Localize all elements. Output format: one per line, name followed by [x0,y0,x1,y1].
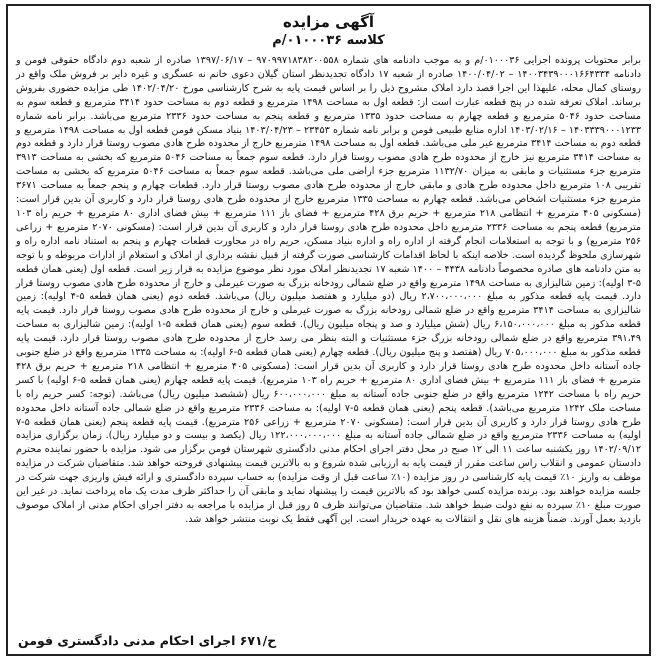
notice-header [8,6,649,50]
notice-signature: ح/۶۷۱ اجرای احکام مدنی دادگستری فومن [18,633,277,648]
case-number: کلاسه ۰۱۰۰۰۳۶/م [272,33,385,48]
notice-body: برابر محتویات پرونده اجرایی ۰۱۰۰۰۳۶/م و به موجب دادنامه های شماره ۹۷۰۹۹۷۱۸۳۸۲۰۰۵۵۸ – ۱۳۹۷/۰۶/۱۷ صادره از شعبه دوم دادگاه حقوقی فومن و دادنامه ۱۴۰۰۳۴۳۹۰۰۰۱۶۶۴۳۳۴ – ۱۴۰۰/۰۴/۰۲ صادره از شعبه ۱۷ دادگاه تجدیدنظر استان گیلان دعوی خانم نه عسگری و غیره دایر بر فروش ملک واقع در روستای کمال محله، علیهذا این اجرا قصد دارد املاک مشروح ذیل را بر اساس قیمت پایه به شرح کارشناسی مورخ ۱۴۰۲/۰۴/۲۰ طی مزایده حضوری بفروش برساند. املاک تعرفه شده در پنج قطعه عبارت است از: قطعه اول به مساحت ۱۴۹۸ مترمربع و قطعه دوم به مساحت حدود ۳۴۱۴ مترمربع و قطعه سوم به مساحت حدود ۵۰۴۶ مترمربع و قطعه چهارم به مساحت حدود ۱۳۳۵ مترمربع و قطعه پنجم به مساحت حدود ۲۳۳۶ مترمربع می‌باشد. برابر نامه شماره ۱۴۰۳۳۳۹۰۰۰۱۲۳۳ – ۱۴۰۳/۰۲/۱۶ اداره منابع طبیعی فومن و برابر نامه شماره ۲۳۴۵۳ – ۱۴۰۳/۰۴/۲۳ بنیاد مسکن فومن قطعه اول به مساحت ۱۴۹۸ مترمربع و قطعه دوم به مساحت ۳۴۱۴ مترمربع غیر ملی می‌باشد. قطعه اول به مساحت ۱۴۹۸ مترمربع خارج از محدوده طرح هادی مصوب روستا قرار دارد و قطعه دوم به مساحت ۳۴۱۴ مترمربع نیز خارج از محدوده طرح هادی مصوب روستا قرار دارد. قطعه سوم جمعاً به مساحت ۵۰۴۶ مترمربع که بخشی به مساحت ۳۹۱۳ مترمربع جزء مستثنیات و مابقی به میزان ۱۱۳۲/۷۰ مترمربع جزء اراضی ملی می‌باشد. قطعه سوم جمعاً به مساحت ۵۰۴۶ مترمربع که بخشی به مساحت تقریبی ۱۰۸ مترمربع داخل محدوده طرح هادی و مابقی خارج از محدوده طرح هادی مصوب روستا قرار دارد. قطعات چهارم و پنجم جمعاً به مساحت ۳۶۷۱ مترمربع جزء مستثنیات اشخاص می‌باشد. قطعه چهارم به مساحت ۱۳۳۵ مترمربع خارج از محدوده طرح هادی روستا قرار دارد و کاربری آن بدین قرار است: (مسکونی ۴۰۵ مترمربع + انتظامی ۲۱۸ مترمربع + حریم برق ۴۲۸ مترمربع + فضای باز ۱۱۱ مترمربع + بیش فضای اداری ۸۰ مترمربع + حریم راه ۱۰۳ مترمربع) قطعه پنجم به مساحت ۲۳۳۶ مترمربع داخل محدوده طرح هادی روستا قرار دارد و کاربری آن بدین قرار است: (مسکونی ۲۰۷۰ مترمربع + زراعی ۲۵۶ مترمربع) و با توجه به استعلامات انجام گرفته از اداره راه و اداره بنیاد مسکن، حریم راه در مجاورت قطعات چهارم و پنجم به استناد نامه اداره راه و شهرسازی ملحوظ گردیده است. خلاصه اینکه با لحاظ اقدامات کارشناسی صورت گرفته از قبیل نقشه برداری از املاک و استعلام از ادارات مربوطه و با توجه به متن دادنامه های صادره مخصوصاً دادنامه ۴۴۳۸ – ۱۴۰۰ شعبه ۱۷ تجدیدنظر املاک مورد نظر موضوع مزایده به قرار زیر است. قطعه اول (یعنی همان قطعه ۵-۳ اولیه): زمین شالیزاری به مساحت ۱۴۹۸ مترمربع واقع در ضلع شمالی رودخانه بزرگ به صورت غیرملی و خارج از محدوده طرح هادی مصوب روستا قرار دارد. قیمت پایه قطعه مذکور به مبلغ ۲،۷۰۰،۰۰۰،۰۰۰ ریال (دو میلیارد و هفتصد میلیون ریال) می‌باشد. قطعه دوم (یعنی همان قطعه ۵-۴ اولیه): زمین شالیزاری به مساحت ۳۴۱۴ مترمربع واقع در ضلع شمالی رودخانه بزرگ به صورت غیرملی و خارج از محدوده طرح هادی مصوب روستا قرار دارد. قیمت پایه قطعه مذکور به مبلغ ۶،۱۵۰،۰۰۰،۰۰۰ ریال (شش میلیارد و صد و پنجاه میلیون ریال). قطعه سوم (یعنی همان قطعه ۵-۱ اولیه): زمین شالیزاری به مساحت ۳۹۱،۴۹ مترمربع واقع در ضلع شمالی رودخانه بزرگ جزء مستثنیات و البته بنظر می رسد خارج از محدوده طرح هادی مصوب روستا قرار دارد. قیمت پایه قطعه مذکور به مبلغ ۷۰۵،۰۰۰،۰۰۰ ریال (هفتصد و پنج میلیون ریال). قطعه چهارم (یعنی همان قطعه ۵-۶ اولیه): به مساحت ۱۳۳۵ مترمربع واقع در ضلع جنوبی جاده آستانه داخل محدوده طرح هادی روستا قرار دارد و کاربری آن بدین قرار است: (مسکونی ۴۰۵ مترمربع + انتظامی ۲۱۸ مترمربع + حریم برق ۴۲۸ مترمربع + فضای باز ۱۱۱ مترمربع + بیش فضای اداری ۸۰ مترمربع + حریم راه ۱۰۳ مترمربع). قیمت پایه قطعه چهارم (یعنی همان قطعه ۵-۶ اولیه) با کسر حریم راه با مساحت ۱۲۴۲ مترمربع واقع در ضلع جنوبی جاده آستانه به مبلغ ۶۰۰،۰۰۰،۰۰۰ ریال (ششصد میلیون ریال) می‌باشد. (توجه: کسر حریم راه با مساحت ملک ۱۲۴۲ مترمربع می‌باشد). قطعه پنجم (یعنی همان قطعه ۵-۷ اولیه): به مساحت ۲۳۳۶ مترمربع واقع در ضلع شمالی جاده آستانه داخل محدوده طرح هادی روستا قرار دارد و کاربری آن بدین قرار است: (مسکونی ۲۰۷۰ مترمربع + زراعی ۲۵۶ مترمربع). قیمت پایه قطعه پنجم (یعنی همان قطعه ۵-۷ اولیه) به مساحت ۲۳۳۶ مترمربع واقع در ضلع شمالی جاده آستانه به مبلغ ۱۲۲،۰۰۰،۰۰۰،۰۰۰ ریال (یکصد و بیست و دو میلیارد ریال). زمان برگزاری مزایده ۱۴۰۲/۰۹/۱۲ روز یکشنبه ساعت ۱۱ الی ۱۲ صبح در محل دفتر اجرای احکام مدنی دادگستری شهرستان فومن برگزار می شود. مزایده با حضور نماینده محترم دادستان عمومی و انقلاب راس ساعت مقرر از قیمت پایه به ارزیابی شده شروع و به بالاترین قیمت پیشنهادی فروخته خواهد شد. متقاضیان شرکت در مزایده موظف به واریز ۱۰٪ قیمت پایه کارشناسی در روز مزایده (۱۰٪ ساعت قبل از وقت مزایده) به حساب سپرده دادگستری و ارائه فیش واریزی جهت شرکت در جلسه مزایده خواهند بود. برنده مزایده کسی خواهد بود که بالاترین قیمت را پیشنهاد نماید و مابقی آن را حداکثر ظرف مدت یک ماه پرداخت نماید. در غیر این صورت مبلغ ۱۰٪ سپرده به نفع دولت ضبط خواهد شد. متقاضیان می‌توانند ظرف ۵ روز قبل از مزایده با مراجعه به دفتر اجرای احکام مدنی از املاک موصوف بازدید بعمل آورند. ضمناً هزینه های نقل و انتقالات به عهده خریدار است. این آگهی فقط یک نوبت منتشر خواهد شد. [16,55,642,525]
notice-title: آگهی مزایده [282,13,375,31]
notice-frame [6,4,651,656]
